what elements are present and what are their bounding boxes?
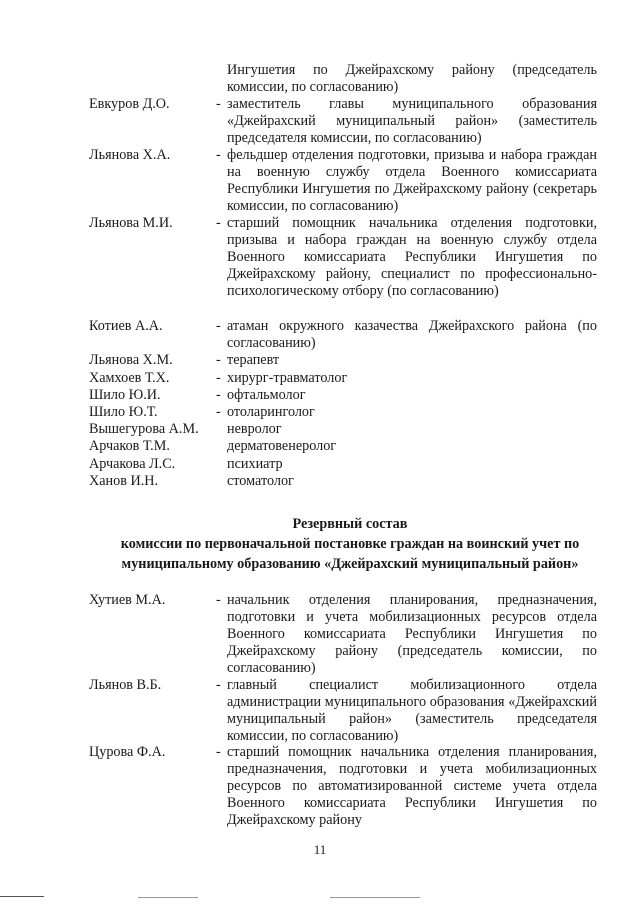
list-dash xyxy=(216,473,227,490)
member-role: терапевт xyxy=(227,352,280,368)
member-role: отоларинголог xyxy=(227,404,315,420)
member-role-block xyxy=(216,352,597,369)
list-dash: - xyxy=(216,404,221,420)
member-role-block xyxy=(216,438,597,455)
member-name: Вышегурова А.М. xyxy=(89,421,199,437)
list-dash: - xyxy=(216,370,221,386)
member-name: Арчаков Т.М. xyxy=(89,438,170,454)
list-dash: - xyxy=(216,592,221,608)
reserve-heading-title: Резервный состав xyxy=(292,516,408,532)
page-number: 11 xyxy=(313,842,327,857)
list-dash: - xyxy=(216,318,221,334)
list-dash: - xyxy=(216,744,221,760)
list-dash: - xyxy=(216,677,221,693)
member-role-block xyxy=(216,215,597,300)
member-role-block xyxy=(216,370,597,387)
member-role-block xyxy=(216,677,597,745)
list-dash: - xyxy=(216,387,221,403)
member-name: Льянов В.Б. xyxy=(89,677,162,693)
list-dash: - xyxy=(216,147,221,163)
member-role-block xyxy=(216,147,597,215)
member-role: дерматовенеролог xyxy=(227,438,337,454)
member-role: начальник отделения планирования, предназначения, подготовки и учета мобилизационных ресурсов отдела Военного комиссариата Республики Ингушетия по Джейрахскому району (председатель комиссии, по согласованию) xyxy=(227,592,597,676)
member-role: офтальмолог xyxy=(227,387,306,403)
member-role-block xyxy=(216,96,597,147)
member-role: фельдшер отделения подготовки, призыва и набора граждан на военную службу отдела Военного комиссариата Республики Ингушетия по Джейрахскому району (секретарь комиссии, по согласованию) xyxy=(227,147,597,214)
scan-artifact-line xyxy=(0,896,44,897)
list-dash xyxy=(216,456,227,473)
member-role-block xyxy=(216,387,597,404)
continuation-text: Ингушетия по Джейрахскому району (председатель комиссии, по согласованию) xyxy=(227,62,597,95)
member-name: Льянова Х.М. xyxy=(89,352,173,368)
member-name: Хутиев М.А. xyxy=(89,592,166,608)
member-name: Шило Ю.И. xyxy=(89,387,161,403)
member-role: невролог xyxy=(227,421,282,437)
member-name: Шило Ю.Т. xyxy=(89,404,158,420)
member-role: атаман окружного казачества Джейрахского района (по согласованию) xyxy=(227,318,597,351)
member-name: Льянова Х.А. xyxy=(89,147,171,163)
member-role-block xyxy=(216,404,597,421)
member-role: главный специалист мобилизационного отдела администрации муниципального образования «Джейрахский муниципальный район» (заместитель председателя комиссии, по согласованию) xyxy=(227,677,597,744)
list-dash xyxy=(216,421,227,438)
member-name: Евкуров Д.О. xyxy=(89,96,170,112)
member-role: старший помощник начальника отделения планирования, предназначения, подготовки и учета мобилизационных ресурсов по автоматизированной системе учета отдела Военного комиссариата Республики Ингушетия по Джейрахскому району xyxy=(227,744,597,828)
list-dash xyxy=(216,438,227,455)
list-dash: - xyxy=(216,215,221,231)
member-role-block xyxy=(216,744,597,829)
member-role-block xyxy=(216,592,597,677)
member-role-block xyxy=(216,456,597,473)
member-role-block xyxy=(216,473,597,490)
member-name: Ханов И.Н. xyxy=(89,473,159,489)
member-role: заместитель главы муниципального образования «Джейрахский муниципальный район» (заместитель председателя комиссии, по согласованию) xyxy=(227,96,597,146)
member-role: хирург-травматолог xyxy=(227,370,348,386)
reserve-heading-line2: комиссии по первоначальной постановке граждан на воинский учет по xyxy=(120,536,580,552)
reserve-heading-line3: муниципальному образованию «Джейрахский муниципальный район» xyxy=(121,556,579,572)
member-role: психиатр xyxy=(227,456,283,472)
member-name: Арчакова Л.С. xyxy=(89,456,176,472)
member-role: старший помощник начальника отделения подготовки, призыва и набора граждан на военную службу отдела Военного комиссариата Республики Ингушетия по Джейрахскому району, специалист по профессионально-психологическому отбору (по согласованию) xyxy=(227,215,597,299)
member-role: стоматолог xyxy=(227,473,294,489)
scan-artifact-line xyxy=(138,897,198,898)
list-dash: - xyxy=(216,96,221,112)
member-role-block xyxy=(216,318,597,352)
member-role-block xyxy=(216,421,597,438)
member-name: Льянова М.И. xyxy=(89,215,173,231)
list-dash: - xyxy=(216,352,221,368)
member-name: Цурова Ф.А. xyxy=(89,744,166,760)
member-name: Котиев А.А. xyxy=(89,318,163,334)
scan-artifact-line xyxy=(330,897,420,898)
member-name: Хамхоев Т.Х. xyxy=(89,370,170,386)
